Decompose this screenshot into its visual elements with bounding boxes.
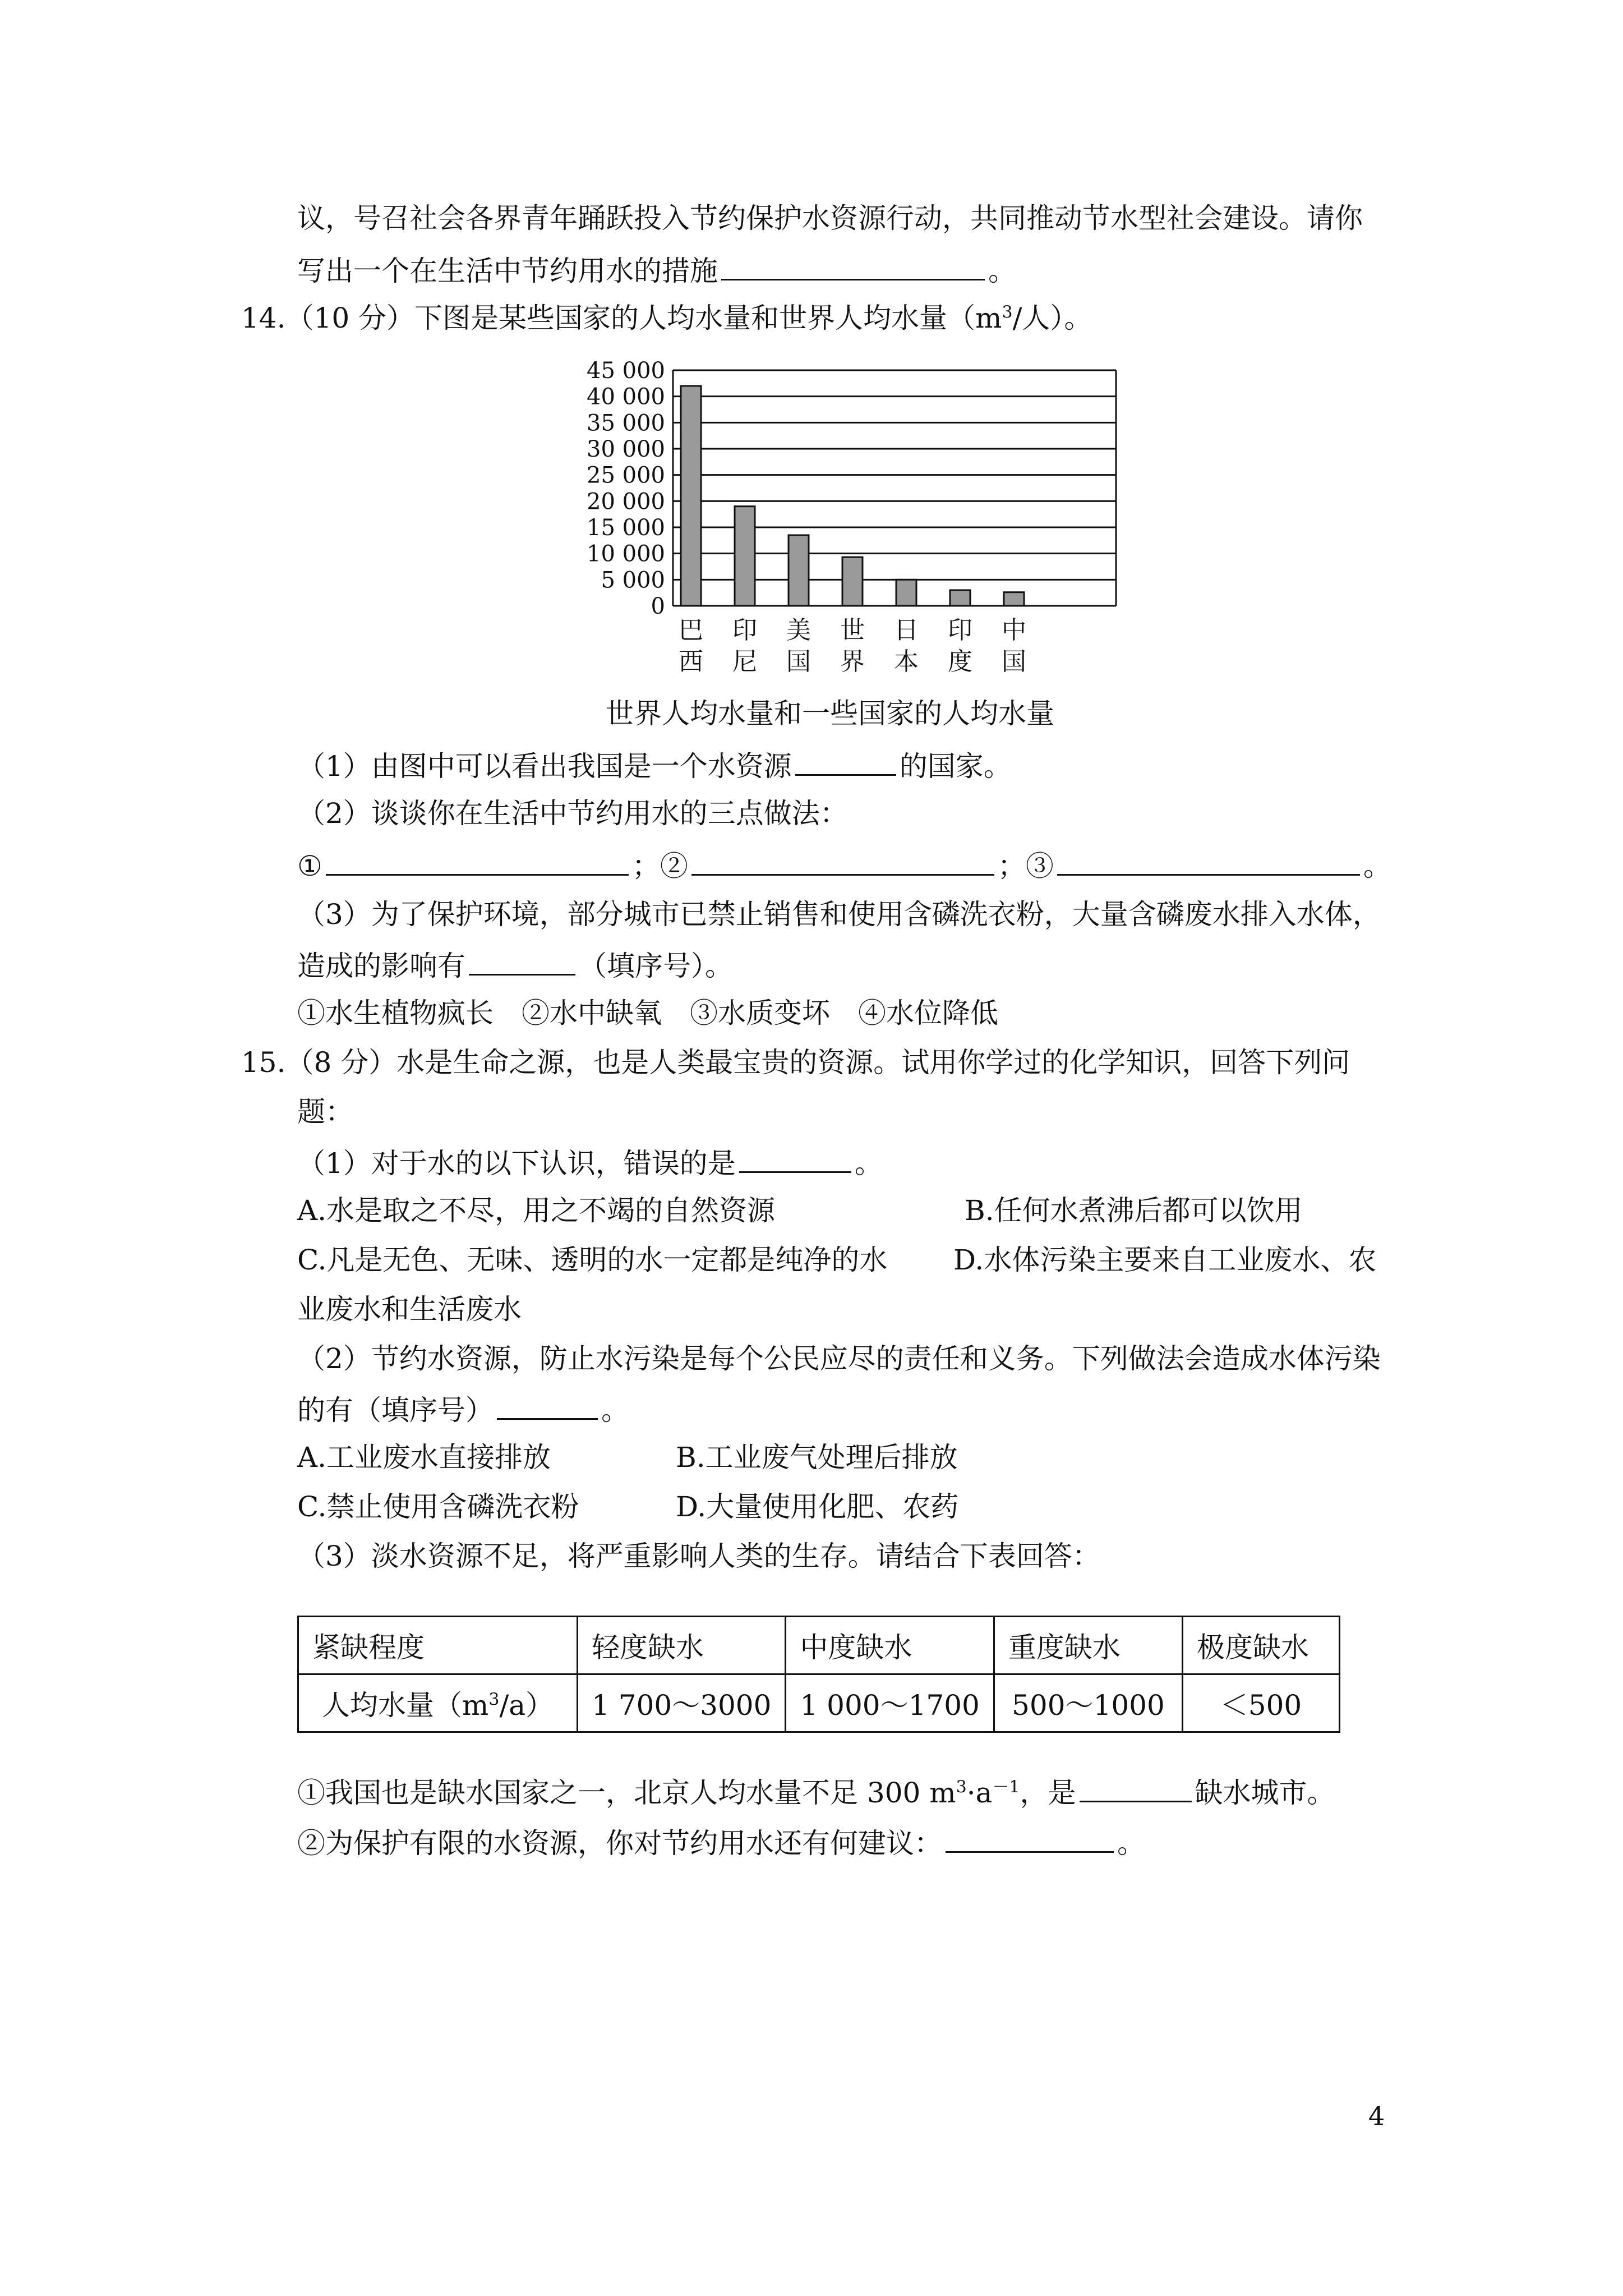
y-tick-label: 15 000 — [587, 515, 665, 541]
y-tick-label: 20 000 — [587, 489, 665, 515]
punctuation: 。 — [854, 1147, 883, 1180]
chart-caption-text: 世界人均水量和一些国家的人均水量 — [606, 697, 1054, 730]
q15-sub3 — [297, 1538, 1100, 1574]
bar-中国 — [1004, 592, 1024, 606]
q14-header — [241, 300, 1092, 336]
x-category-label: 印 — [732, 616, 757, 645]
q15-ans1-text-end: 缺水城市。 — [1195, 1777, 1335, 1809]
page-number: 4 — [1368, 2101, 1385, 2131]
bar-chart — [550, 359, 1155, 684]
q14-sub3-line2 — [297, 946, 733, 984]
bar-日本 — [896, 579, 916, 606]
option-b: B.任何水煮沸后都可以饮用 — [965, 1194, 1303, 1227]
options-text: ①水生植物疯长 ②水中缺氧 ③水质变坏 ④水位降低 — [297, 997, 998, 1029]
table-cell: 紧缺程度 — [298, 1617, 578, 1674]
table-cell — [298, 1674, 578, 1732]
x-category-label: 界 — [840, 647, 865, 676]
option-c: C.禁止使用含磷洗衣粉 — [297, 1490, 579, 1523]
q15-sub2-text: 的有（填序号） — [297, 1394, 494, 1427]
y-tick-label: 35 000 — [587, 410, 665, 436]
q14-sub3-text-end: （填序号）。 — [579, 950, 733, 982]
table-cell: 极度缺水 — [1183, 1617, 1340, 1674]
bar-印尼 — [735, 507, 755, 606]
chart-caption — [606, 696, 1054, 731]
q15-sub1-option-d-cont — [297, 1291, 522, 1327]
option-a: A.水是取之不尽，用之不竭的自然资源 — [297, 1194, 776, 1227]
punctuation: 。 — [1117, 1827, 1145, 1860]
circle-number: ① — [297, 850, 322, 882]
q15-sub1 — [297, 1143, 883, 1181]
q15-sub1-text: （1）对于水的以下认识，错误的是 — [297, 1147, 736, 1180]
answer-blank[interactable] — [326, 846, 629, 876]
answer-blank[interactable] — [946, 1823, 1114, 1853]
q14-sub3-text: 造成的影响有 — [297, 950, 465, 982]
q15-header-1 — [241, 1045, 1350, 1080]
q15-sub2-options-ab — [297, 1439, 551, 1475]
answer-blank[interactable] — [795, 746, 896, 776]
y-tick-label: 30 000 — [587, 436, 665, 462]
intro-text-1: 议，号召社会各界青年踊跃投入节约保护水资源行动，共同推动节水型社会建设。请你 — [297, 202, 1363, 234]
x-category-label: 度 — [948, 647, 972, 676]
table-cell: ＜500 — [1183, 1674, 1340, 1732]
y-tick-label: 10 000 — [587, 541, 665, 567]
superscript: 3 — [488, 1690, 500, 1710]
q15-ans2 — [297, 1823, 1145, 1861]
q14-sub1-text-end: 的国家。 — [899, 750, 1012, 783]
table-cell: 轻度缺水 — [578, 1617, 786, 1674]
answer-blank[interactable] — [739, 1143, 851, 1173]
table-row — [298, 1674, 1340, 1732]
q15-sub1-option-b — [965, 1193, 1303, 1228]
cell-text: 人均水量（m — [321, 1689, 489, 1722]
y-tick-label: 0 — [651, 593, 665, 619]
q15-sub2-option-d — [676, 1489, 958, 1525]
q14-sub3-line1 — [297, 896, 1381, 932]
cell-text: /a） — [499, 1689, 554, 1722]
q15-sub2-text: （2）节约水资源，防止水污染是每个公民应尽的责任和义务。下列做法会造成水体污染 — [297, 1342, 1381, 1375]
q15-ans1-text: ①我国也是缺水国家之一，北京人均水量不足 300 m — [297, 1777, 956, 1809]
q15-header-text: （8 分）水是生命之源，也是人类最宝贵的资源。试用你学过的化学知识，回答下列问 — [285, 1046, 1350, 1079]
q15-sub2-options-cd — [297, 1489, 579, 1525]
q15-sub1-options-cd — [297, 1242, 887, 1278]
q15-ans1 — [297, 1773, 1335, 1811]
table-cell: 中度缺水 — [786, 1617, 994, 1674]
option-d-continued: 业废水和生活废水 — [297, 1293, 522, 1326]
bar-美国 — [789, 535, 809, 606]
option-d: D.水体污染主要来自工业废水、农 — [953, 1244, 1377, 1276]
x-category-label: 印 — [948, 616, 972, 645]
x-category-label: 本 — [894, 647, 919, 676]
x-category-label: 国 — [1002, 647, 1026, 676]
x-category-label: 巴 — [679, 616, 703, 645]
x-category-label: 西 — [679, 647, 703, 676]
option-c: C.凡是无色、无味、透明的水一定都是纯净的水 — [297, 1244, 888, 1276]
x-category-label: 美 — [786, 616, 811, 645]
q14-header-text-end: /人）。 — [1012, 302, 1092, 334]
punctuation: 。 — [1363, 850, 1391, 882]
q15-sub2-option-b — [676, 1439, 958, 1475]
superscript: －1 — [992, 1777, 1020, 1797]
q14-sub2 — [297, 795, 848, 831]
superscript: 3 — [1002, 302, 1013, 323]
q14-sub3-text: （3）为了保护环境，部分城市已禁止销售和使用含磷洗衣粉，大量含磷废水排入水体， — [297, 898, 1381, 931]
circle-number: ；③ — [997, 850, 1054, 882]
option-d: D.大量使用化肥、农药 — [676, 1490, 959, 1523]
q15-sub2-line2 — [297, 1390, 629, 1428]
y-tick-label: 5 000 — [601, 567, 665, 593]
q15-ans2-text: ②为保护有限的水资源，你对节约用水还有何建议： — [297, 1827, 942, 1860]
x-category-label: 世 — [840, 616, 865, 645]
q15-header-text-2: 题： — [297, 1096, 353, 1128]
intro-text-2-end: 。 — [988, 255, 1016, 287]
punctuation: 。 — [601, 1394, 629, 1427]
answer-blank[interactable] — [1080, 1773, 1192, 1802]
option-b: B.工业废气处理后排放 — [676, 1441, 958, 1474]
x-category-label: 日 — [894, 616, 919, 645]
bar-印度 — [950, 590, 970, 606]
water-scarcity-table — [297, 1616, 1340, 1733]
y-tick-label: 45 000 — [587, 359, 665, 384]
intro-text-2: 写出一个在生活中节约用水的措施 — [297, 255, 718, 287]
answer-blank[interactable] — [497, 1390, 598, 1420]
bar-巴西 — [681, 386, 701, 606]
table-cell: 1 000～1700 — [786, 1674, 994, 1732]
x-category-label: 中 — [1002, 616, 1026, 645]
q15-sub2-line1 — [297, 1341, 1381, 1377]
x-category-label: 国 — [786, 647, 811, 676]
q14-sub1-text: （1）由图中可以看出我国是一个水资源 — [297, 750, 792, 783]
q14-header-text: （10 分）下图是某些国家的人均水量和世界人均水量（m — [285, 302, 1002, 334]
intro-line-2 — [297, 251, 1016, 289]
circle-number: ；② — [631, 850, 688, 882]
q14-sub2-text: （2）谈谈你在生活中节约用水的三点做法： — [297, 797, 848, 830]
bar-世界 — [842, 557, 863, 606]
q14-sub3-options — [297, 995, 998, 1031]
q15-sub1-options-ab — [297, 1193, 775, 1228]
q15-sub1-option-d — [953, 1242, 1376, 1278]
q15-ans1-text: ，是 — [1020, 1777, 1076, 1809]
q15-sub3-text: （3）淡水资源不足，将严重影响人类的生存。请结合下表回答： — [297, 1540, 1100, 1572]
table-cell: 500～1000 — [994, 1674, 1182, 1732]
answer-blank[interactable] — [469, 946, 575, 976]
q14-sub1 — [297, 746, 1012, 784]
question-number: 14. — [241, 302, 286, 334]
intro-line-1 — [297, 200, 1363, 236]
question-number: 15. — [241, 1046, 286, 1079]
table-cell: 重度缺水 — [994, 1617, 1182, 1674]
answer-blank[interactable] — [1057, 846, 1360, 876]
y-tick-label: 25 000 — [587, 462, 665, 489]
superscript: 3 — [956, 1777, 967, 1797]
x-category-label: 尼 — [732, 647, 757, 676]
option-a: A.工业废水直接排放 — [297, 1441, 551, 1474]
y-tick-label: 40 000 — [587, 384, 665, 410]
answer-blank[interactable] — [691, 846, 994, 876]
q14-sub2-blanks — [297, 846, 1391, 884]
table-row — [298, 1617, 1340, 1674]
answer-blank[interactable] — [721, 251, 985, 280]
q15-header-2 — [297, 1094, 353, 1130]
q15-ans1-text: ·a — [966, 1777, 993, 1809]
table-cell: 1 700～3000 — [578, 1674, 786, 1732]
